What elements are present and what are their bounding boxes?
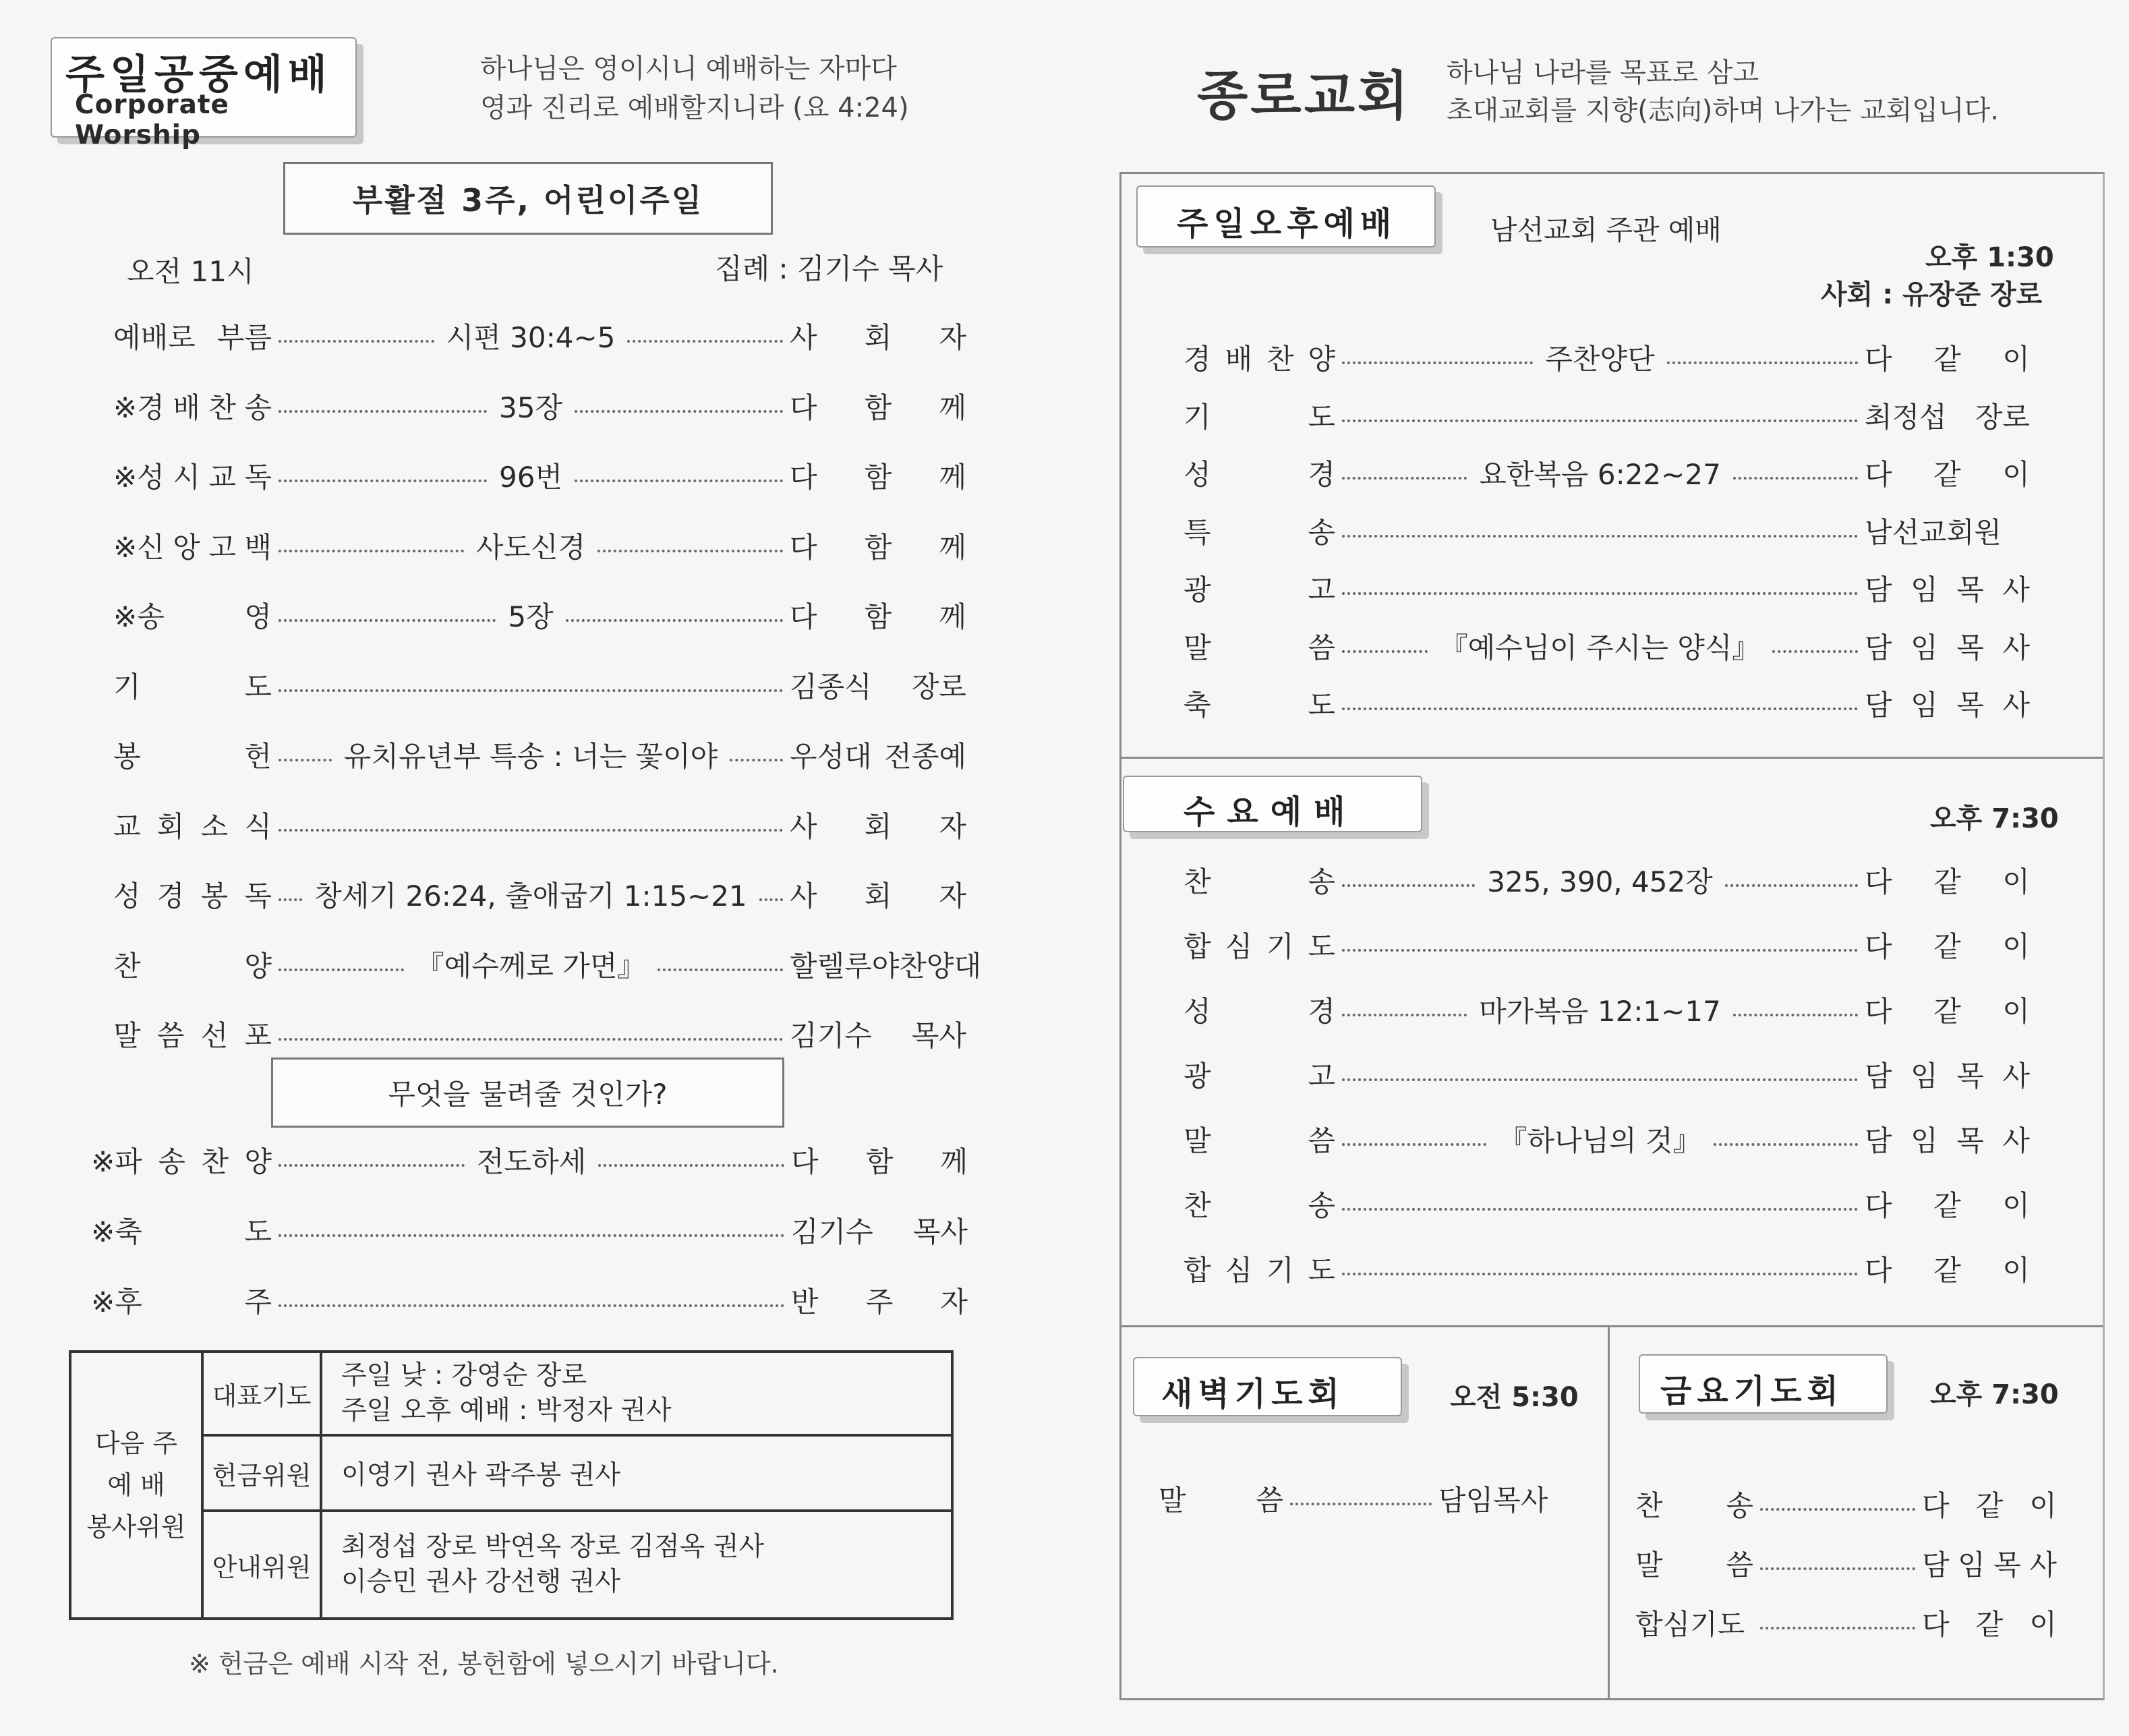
- leader-dots: [1760, 1627, 1915, 1629]
- program-item-detail: 『예수께로 가면』: [415, 949, 646, 983]
- program-item-label: 광 고: [1184, 573, 1335, 606]
- leader-dots: [730, 759, 783, 761]
- program-item: [1184, 395, 2030, 436]
- program-item-leader: 김종식 장로: [790, 670, 966, 703]
- program-item-leader: 다 같 이: [1865, 865, 2030, 898]
- program-item: [113, 525, 966, 566]
- program-item-label: 합 심 기 도: [1184, 930, 1335, 963]
- wednesday-time: 오후 7:30: [1930, 803, 2059, 834]
- leader-dots: [1342, 949, 1858, 952]
- dawn-prayer-title: 새벽기도회: [1161, 1375, 1345, 1413]
- program-item-leader: 담 임 목 사: [1865, 631, 2031, 664]
- program-item: [1184, 453, 2030, 493]
- program-item-leader: 사 회 자: [790, 809, 966, 843]
- leader-dots: [597, 550, 783, 552]
- service-time: 오전 11시: [127, 255, 254, 288]
- program-item-detail: 5장: [508, 600, 554, 633]
- program-item: [1184, 683, 2030, 724]
- program-item-leader: 다 같 이: [1865, 343, 2030, 376]
- leader-dots: [279, 410, 487, 413]
- sermon-title-box: [271, 1058, 784, 1128]
- program-item-label: ※송 영: [113, 600, 272, 633]
- section-divider: [1119, 1325, 2103, 1327]
- leader-dots: [1342, 650, 1428, 653]
- program-item: [113, 455, 966, 496]
- program-item-label: 교 회 소 식: [113, 809, 272, 843]
- program-item: [1184, 1184, 2030, 1224]
- program-item-label: 찬 양: [113, 949, 272, 983]
- program-item-leader: 담임목사: [1438, 1484, 1548, 1517]
- program-item-leader: 담 임 목 사: [1922, 1549, 2057, 1582]
- program-item: [113, 316, 966, 356]
- program-item-label: 찬 송: [1184, 865, 1335, 898]
- program-item-detail: 요한복음 6:22~27: [1479, 458, 1721, 491]
- program-item-leader: 다 함 께: [790, 390, 966, 424]
- leader-dots: [1342, 1273, 1858, 1275]
- program-item: [1184, 1248, 2030, 1289]
- program-item: [113, 805, 966, 845]
- leader-dots: [1342, 477, 1467, 480]
- program-item: [1159, 1478, 1573, 1519]
- program-item-label: ※축 도: [91, 1215, 272, 1248]
- leader-dots: [575, 480, 783, 482]
- program-item: [1635, 1543, 2057, 1584]
- leader-dots: [279, 550, 464, 552]
- leader-dots: [279, 340, 434, 343]
- occasion-title: 부활절 3주, 어린이주일: [352, 182, 704, 219]
- leader-dots: [1342, 1208, 1858, 1211]
- program-item: [91, 1140, 968, 1180]
- servers-role: 대표기도: [202, 1352, 321, 1435]
- program-item-label: ※파 송 찬 양: [91, 1145, 272, 1178]
- program-item: [1635, 1484, 2057, 1524]
- program-item-label: 성 경: [1184, 995, 1335, 1028]
- program-item-label: 말 씀: [1159, 1484, 1283, 1517]
- program-item-label: ※후 주: [91, 1285, 272, 1319]
- leader-dots: [1667, 361, 1858, 364]
- program-item: [113, 1014, 966, 1054]
- program-item-leader: 다 같 이: [1865, 1254, 2030, 1287]
- leader-dots: [1342, 1014, 1467, 1016]
- program-item-leader: 사 회 자: [790, 879, 966, 913]
- program-item-leader: 담 임 목 사: [1865, 1060, 2030, 1093]
- leader-dots: [1760, 1508, 1915, 1511]
- church-name: 종로교회: [1197, 66, 1411, 127]
- afternoon-leader: 사회 : 유장준 장로: [1821, 279, 2043, 310]
- leader-dots: [1714, 1143, 1858, 1146]
- program-item-leader: 다 같 이: [1865, 1189, 2030, 1222]
- leader-dots: [279, 689, 783, 692]
- section-divider: [1119, 757, 2103, 759]
- program-item-leader: 사 회 자: [790, 321, 966, 354]
- program-item-leader: 김기수 목사: [790, 1019, 966, 1052]
- program-item-leader: 남선교회원: [1865, 515, 2002, 549]
- leader-dots: [1342, 1143, 1486, 1146]
- header-verse-line1: 하나님은 영이시니 예배하는 자마다: [480, 53, 897, 84]
- program-item-detail: 35장: [499, 390, 563, 424]
- corporate-worship-header: [51, 37, 357, 150]
- dawn-prayer-tab: [1133, 1357, 1402, 1416]
- program-item-label: 봉 헌: [113, 740, 272, 773]
- header-verse-line2: 영과 진리로 예배할지니라 (요 4:24): [480, 92, 909, 123]
- program-item-detail: 전도하세: [476, 1145, 587, 1178]
- program-item: [1635, 1602, 2057, 1643]
- program-item-leader: 다 같 이: [1865, 930, 2030, 963]
- friday-prayer-tab: [1639, 1354, 1888, 1414]
- program-item-leader: 반 주 자: [791, 1285, 968, 1319]
- program-item-detail: 창세기 26:24, 출애굽기 1:15~21: [314, 879, 747, 913]
- servers-names: 주일 낮 : 강영순 장로 주일 오후 예배 : 박정자 권사: [321, 1352, 952, 1435]
- leader-dots: [1725, 884, 1858, 887]
- service-officiant: 집례 : 김기수 목사: [715, 252, 943, 285]
- leader-dots: [279, 829, 783, 832]
- program-item-label: 성 경 봉 독: [113, 879, 272, 913]
- program-item-detail: 마가복음 12:1~17: [1479, 995, 1721, 1028]
- program-item-detail: 325, 390, 452장: [1487, 865, 1713, 898]
- program-item-leader: 다 같 이: [1865, 995, 2030, 1028]
- friday-prayer-title: 금요기도회: [1660, 1372, 1844, 1410]
- program-item-detail: 96번: [499, 461, 563, 494]
- leader-dots: [1290, 1503, 1432, 1505]
- program-item-label: 기 도: [1184, 400, 1335, 434]
- leader-dots: [1342, 592, 1858, 595]
- program-item-label: 말 씀: [1635, 1549, 1753, 1582]
- leader-dots: [1342, 419, 1858, 422]
- leader-dots: [279, 1234, 784, 1237]
- program-item-leader: 다 함 께: [790, 600, 966, 633]
- leader-dots: [279, 480, 487, 482]
- servers-group-label: 다음 주 예 배 봉사위원: [70, 1352, 202, 1619]
- leader-dots: [279, 759, 332, 761]
- program-item-leader: 담 임 목 사: [1865, 1124, 2030, 1157]
- program-item-label: 경 배 찬 양: [1184, 343, 1335, 376]
- program-item-label: 합 심 기 도: [1184, 1254, 1335, 1287]
- program-item-label: ※성 시 교 독: [113, 461, 272, 494]
- program-item-leader: 다 같 이: [1922, 1608, 2057, 1641]
- program-item-leader: 다 같 이: [1922, 1489, 2057, 1522]
- program-item: [1184, 989, 2030, 1030]
- leader-dots: [575, 410, 783, 413]
- church-motto-line2: 초대교회를 지향(志向)하며 나가는 교회입니다.: [1447, 95, 1999, 126]
- program-item-leader: 담 임 목 사: [1865, 573, 2030, 606]
- program-item-detail: 사도신경: [475, 530, 586, 564]
- afternoon-host: 남선교회 주관 예배: [1490, 214, 1722, 246]
- servers-names: 이영기 권사 곽주봉 권사: [321, 1435, 952, 1511]
- afternoon-service-tab: [1136, 185, 1436, 248]
- servers-names: 최정섭 장로 박연옥 장로 김점옥 권사 이승민 권사 강선행 권사: [321, 1511, 952, 1619]
- program-item: [113, 386, 966, 426]
- program-item: [91, 1210, 968, 1250]
- program-item-leader: 최정섭 장로: [1865, 400, 2030, 434]
- dawn-prayer-time: 오전 5:30: [1450, 1382, 1579, 1413]
- leader-dots: [1342, 884, 1475, 887]
- program-item: [1184, 337, 2030, 378]
- program-item-label: ※경 배 찬 송: [113, 390, 272, 424]
- program-item-leader: 할렐루야 찬양대: [790, 949, 982, 983]
- leader-dots: [279, 619, 496, 622]
- program-item-label: 예배로 부름: [113, 321, 272, 354]
- afternoon-time: 오후 1:30: [1925, 242, 2054, 273]
- leader-dots: [1733, 1014, 1858, 1016]
- program-item-leader: 담 임 목 사: [1865, 689, 2030, 722]
- leader-dots: [1760, 1567, 1915, 1570]
- program-item-detail: 시편 30:4~5: [446, 321, 616, 354]
- program-item-leader: 김기수 목사: [791, 1215, 968, 1248]
- program-item-leader: 우성대 전종예: [790, 740, 967, 773]
- section-divider: [1608, 1325, 1610, 1698]
- program-item-label: 기 도: [113, 670, 272, 703]
- program-item-label: 성 경: [1184, 458, 1335, 491]
- program-item: [1184, 860, 2030, 900]
- servers-role: 안내위원: [202, 1511, 321, 1619]
- program-item-label: 찬 송: [1184, 1189, 1335, 1222]
- program-item-label: 특 송: [1184, 515, 1335, 549]
- corporate-worship-title: 주일공중예배: [65, 51, 332, 98]
- program-item-leader: 다 함 께: [790, 530, 966, 564]
- occasion-box: [283, 162, 773, 235]
- leader-dots: [279, 898, 302, 901]
- program-item-label: ※신 앙 고 백: [113, 530, 272, 564]
- servers-role: 헌금위원: [202, 1435, 321, 1511]
- wednesday-service-tab: [1123, 776, 1422, 832]
- program-item: [1184, 511, 2030, 551]
- next-week-servers-table: [69, 1350, 954, 1620]
- program-item: [113, 944, 982, 985]
- program-item-leader: 다 함 께: [790, 461, 966, 494]
- offering-note: ※ 헌금은 예배 시작 전, 봉헌함에 넣으시기 바랍니다.: [189, 1649, 779, 1679]
- program-item-label: 말 씀: [1184, 631, 1335, 664]
- wednesday-service-title: 수요예배: [1184, 793, 1358, 831]
- leader-dots: [598, 1164, 784, 1167]
- leader-dots: [1342, 535, 1858, 538]
- program-item-label: 찬 송: [1635, 1489, 1753, 1522]
- leader-dots: [627, 340, 783, 343]
- program-item-detail: 주찬양단: [1545, 343, 1655, 376]
- leader-dots: [279, 1164, 465, 1167]
- leader-dots: [1342, 361, 1533, 364]
- program-item: [91, 1280, 968, 1321]
- leader-dots: [759, 898, 783, 901]
- corporate-worship-subtitle: Corporate Worship: [75, 90, 230, 150]
- program-item: [1184, 925, 2030, 965]
- afternoon-service-title: 주일오후예배: [1177, 205, 1397, 243]
- program-item-detail: 『하나님의 것』: [1498, 1124, 1701, 1157]
- program-item: [1184, 1119, 2030, 1159]
- program-item-leader: 다 같 이: [1865, 458, 2030, 491]
- program-item-label: 말 씀 선 포: [113, 1019, 272, 1052]
- leader-dots: [279, 1304, 784, 1307]
- program-item: [1184, 568, 2030, 608]
- leader-dots: [658, 968, 783, 971]
- leader-dots: [1733, 477, 1858, 480]
- leader-dots: [566, 619, 783, 622]
- program-item-label: 말 씀: [1184, 1124, 1335, 1157]
- leader-dots: [1342, 707, 1858, 710]
- leader-dots: [279, 968, 404, 971]
- sermon-title: 무엇을 물려줄 것인가?: [388, 1078, 668, 1111]
- church-motto-line1: 하나님 나라를 목표로 삼고: [1447, 57, 1759, 88]
- program-item-label: 광 고: [1184, 1060, 1335, 1093]
- program-item: [113, 595, 966, 635]
- friday-prayer-time: 오후 7:30: [1930, 1379, 2059, 1410]
- program-item: [1184, 626, 2030, 666]
- program-item-label: 축 도: [1184, 689, 1335, 722]
- leader-dots: [1772, 650, 1858, 653]
- leader-dots: [1342, 1078, 1858, 1081]
- program-item-label: 합심기도: [1635, 1608, 1745, 1641]
- program-item-detail: 『예수님이 주시는 양식』: [1439, 631, 1761, 664]
- program-item-leader: 다 함 께: [791, 1145, 968, 1178]
- leader-dots: [279, 1038, 783, 1041]
- program-item: [113, 874, 966, 915]
- program-item: [1184, 1054, 2030, 1095]
- program-item-detail: 유치유년부 특송 : 너는 꽃이야: [343, 740, 718, 773]
- program-item: [113, 665, 966, 705]
- program-item: [113, 734, 966, 775]
